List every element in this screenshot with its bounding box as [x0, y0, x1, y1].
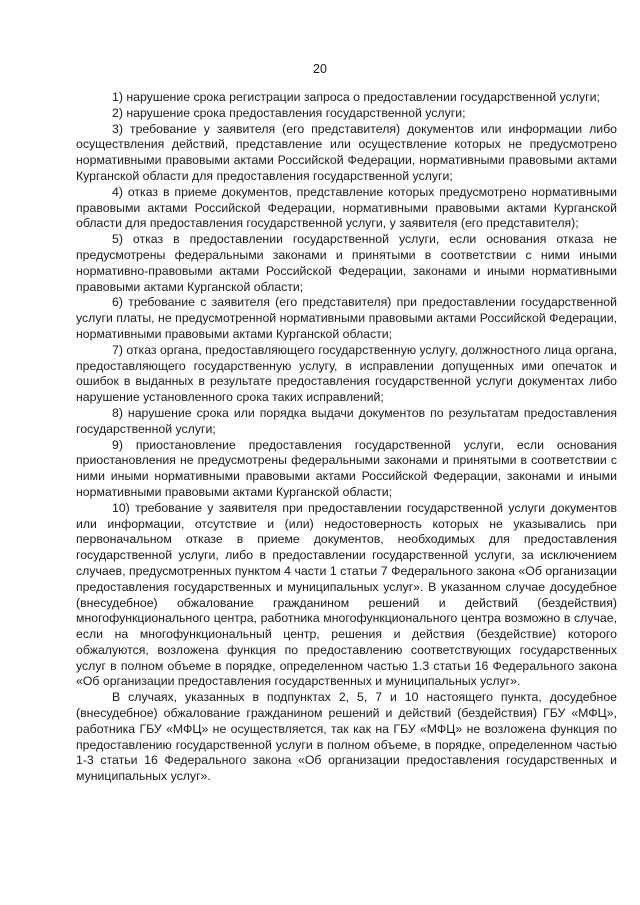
list-item-6: 6) требование с заявителя (его представителя) при предоставлении государственной услуги платы, не предусмотренной нормативными правовыми актами Российской Федерации, нормативными правовыми актами Курганской области;: [76, 295, 617, 341]
list-item-9: 9) приостановление предоставления государственной услуги, если основания приостановления не предусмотрены федеральными законами и принятыми в соответствии с ними иными нормативными правовыми актами Российской Федерации, законами и иными нормативными правовыми актами Курганской области;: [76, 437, 617, 499]
document-body: [76, 90, 617, 785]
list-item-8: 8) нарушение срока или порядка выдачи документов по результатам предоставления государственной услуги;: [76, 405, 617, 436]
list-item-5: 5) отказ в предоставлении государственной услуги, если основания отказа не предусмотрены федеральными законами и принятыми в соответствии с ними иными нормативно-правовыми актами Российской Федерации, законами и иными нормативными правовыми актами Курганской области;: [76, 232, 617, 294]
closing-paragraph: В случаях, указанных в подпунктах 2, 5, 7 и 10 настоящего пункта, досудебное (внесудебное) обжалование гражданином решений и действий (бездействия) ГБУ «МФЦ», работника ГБУ «МФЦ» не осуществляется, так как на ГБУ «МФЦ» не возложена функция по предоставлению государственной услуги в полном объеме, в порядке, определенном частью 1-3 статьи 16 Федерального закона «Об организации предоставления государственных и муниципальных услуг».: [76, 690, 617, 784]
list-item-2: 2) нарушение срока предоставления государственной услуги;: [112, 105, 466, 120]
list-item-3: 3) требование у заявителя (его представителя) документов или информации либо осуществления действий, представление или осуществление которых не предусмотрено нормативными правовыми актами Российской Федерации, нормативными правовыми актами Курганской области для предоставления государственной услуги;: [76, 121, 617, 183]
page-number: 20: [313, 62, 327, 76]
list-item-1: 1) нарушение срока регистрации запроса о предоставлении государственной услуги;: [112, 90, 600, 104]
list-item-10: 10) требование у заявителя при предоставлении государственной услуги документов или информации, отсутствие и (или) недостоверность которых не указывались при первоначальном отказе в приеме документов, необходимых для предоставления государственной услуги, либо в предоставлении государственной услуги, за исключением случаев, предусмотренных пунктом 4 части 1 статьи 7 Федерального закона «Об организации предоставления государственных и муниципальных услуг». В указанном случае досудебное (внесудебное) обжалование гражданином решений и действий (бездействия) многофункционального центра, работника многофункционального центра возможно в случае, если на многофункциональный центр, решения и действия (бездействие) которого обжалуются, возложена функция по предоставлению соответствующих государственных услуг в полном объеме в порядке, определенном частью 1.3 статьи 16 Федерального закона «Об организации предоставления государственных и муниципальных услуг».: [76, 500, 617, 689]
list-item-7: 7) отказ органа, предоставляющего государственную услугу, должностного лица органа, предоставляющего государственную услугу, в исправлении допущенных ими опечаток и ошибок в выданных в результате предоставления государственной услуги документах либо нарушение установленного срока таких исправлений;: [76, 342, 617, 405]
list-item-4: 4) отказ в приеме документов, представление которых предусмотрено нормативными правовыми актами Российской Федерации, нормативными правовыми актами Курганской области для предоставления государственной услуги, у заявителя (его представителя);: [76, 184, 617, 231]
